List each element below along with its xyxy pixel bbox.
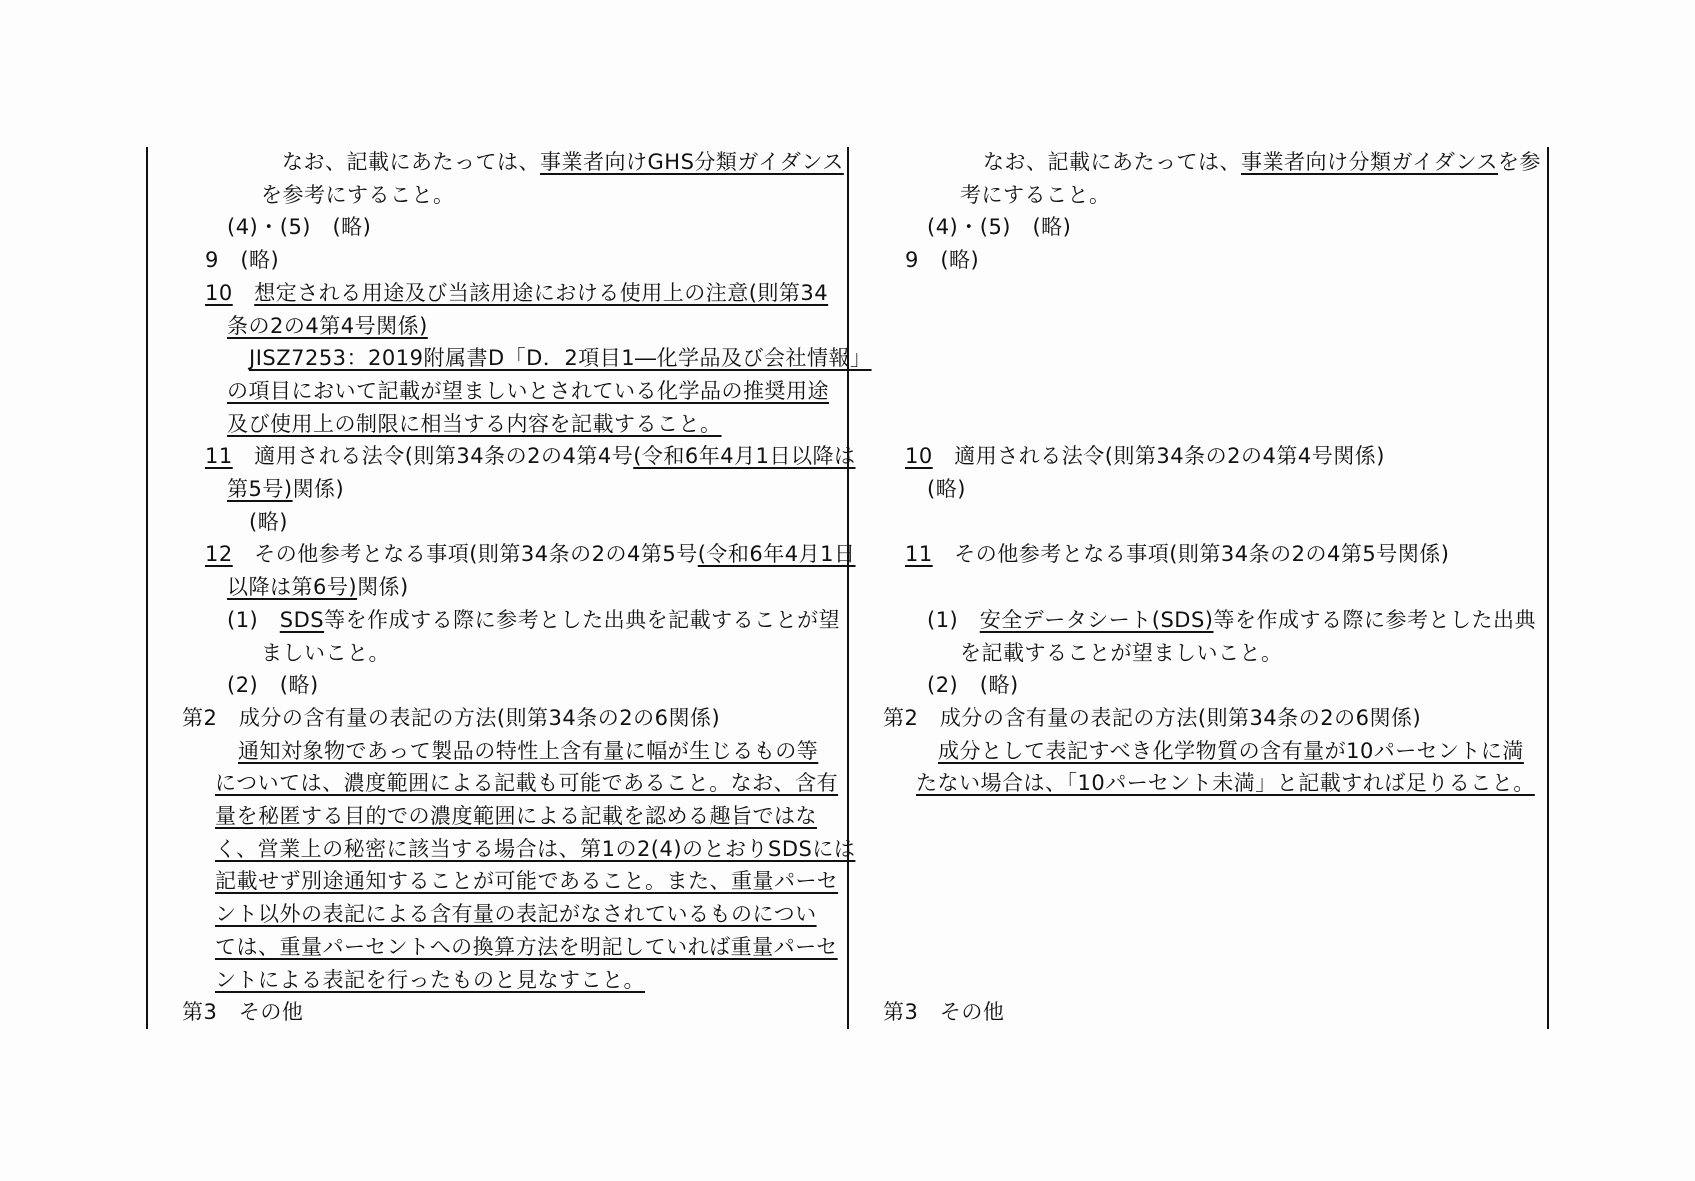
text-segment: (4)・(5) (略) [227, 215, 372, 240]
text-line [249, 345, 872, 371]
text-segment: なお、記載にあたっては、 [282, 150, 540, 174]
text-line [927, 214, 1071, 240]
text-segment: ましいこと。 [261, 640, 390, 665]
text-line [182, 999, 303, 1025]
underlined-revision: (令和6年4月1日以降は [633, 444, 856, 469]
text-segment: 適用される法令(則第34条の2の4第4号 [232, 444, 634, 469]
underlined-revision: 成分として表記すべき化学物質の含有量が10パーセントに満 [938, 738, 1524, 763]
text-segment: 第2 成分の含有量の表記の方法(則第34条の2の6関係) [883, 705, 1422, 730]
text-segment: 適用される法令(則第34条の2の4第4号関係) [932, 444, 1385, 469]
text-line [938, 738, 1524, 764]
text-segment: なお、記載にあたっては、 [983, 150, 1241, 174]
text-line [905, 541, 1449, 567]
text-segment: その他参考となる事項(則第34条の2の4第5号 [232, 542, 698, 567]
underlined-revision: 事業者向けGHS分類ガイダンス [540, 150, 844, 174]
text-line [215, 836, 855, 862]
underlined-revision: 11 [905, 542, 933, 567]
text-segment: 等を作成する際に参考とした出典を記載することが望 [324, 607, 841, 632]
current-column [848, 0, 1548, 1181]
text-segment: 考にすること。 [960, 182, 1111, 207]
underlined-revision: たない場合は、「10パーセント未満」と記載すれば足りること。 [916, 771, 1535, 796]
text-line [215, 770, 838, 796]
text-line [215, 901, 817, 927]
text-segment: (略) [249, 509, 288, 534]
text-line [227, 574, 409, 600]
underlined-revision: 想定される用途及び当該用途における使用上の注意(則第34 [254, 280, 829, 305]
text-segment: 第3 その他 [182, 1000, 304, 1025]
text-line [927, 607, 1536, 633]
underlined-revision: 量を秘匿する目的での濃度範囲による記載を認める趣旨ではな [215, 804, 817, 828]
underlined-revision: SDS [279, 607, 325, 632]
underlined-revision: 12 [205, 542, 233, 567]
text-line [238, 738, 818, 764]
underlined-revision: ントによる表記を行ったものと見なすこと。 [215, 967, 645, 992]
underlined-revision: 記載せず別途通知することが可能であること。また、重量パーセ [215, 869, 839, 894]
text-line [227, 313, 428, 339]
text-segment: を参 [1497, 150, 1541, 174]
text-segment: 関係) [357, 575, 409, 600]
text-line [182, 705, 720, 731]
text-segment [233, 281, 255, 305]
underlined-revision: 事業者向け分類ガイダンス [1241, 150, 1498, 174]
underlined-revision: 通知対象物であって製品の特性上含有量に幅が生じるもの等 [238, 738, 819, 763]
underlined-revision: 11 [205, 444, 233, 469]
underlined-revision: については、濃度範囲による記載も可能であること。なお、含有 [215, 771, 839, 796]
text-line [215, 934, 838, 960]
text-line [215, 868, 838, 894]
text-line [215, 967, 645, 993]
text-line [227, 607, 840, 633]
text-line [227, 672, 319, 698]
text-segment: 第3 その他 [883, 1000, 1005, 1025]
text-line [227, 378, 829, 404]
underlined-revision: の項目において記載が望ましいとされている化学品の推奨用途 [227, 378, 829, 403]
text-segment: 9 (略) [205, 248, 280, 273]
text-line [916, 770, 1535, 796]
text-segment: (1) [927, 607, 980, 632]
text-line [883, 999, 1004, 1025]
text-line [883, 705, 1421, 731]
revised-column [147, 0, 872, 1181]
text-segment: (略) [927, 477, 966, 501]
text-line [227, 411, 722, 437]
text-line [261, 182, 455, 208]
text-line [215, 803, 817, 829]
text-line [227, 214, 371, 240]
underlined-revision: (令和6年4月1日 [697, 542, 856, 567]
text-segment: を参考にすること。 [261, 182, 455, 207]
text-line [261, 640, 390, 666]
underlined-revision: ては、重量パーセントへの換算方法を明記していれば重量パーセ [215, 934, 838, 959]
underlined-revision: 以降は第6号) [227, 575, 358, 600]
text-line [927, 476, 966, 502]
underlined-revision: ント以外の表記による含有量の表記がなされているものについ [215, 902, 817, 927]
text-segment: 9 (略) [905, 248, 980, 273]
text-line [282, 149, 844, 175]
text-segment: その他参考となる事項(則第34条の2の4第5号関係) [932, 542, 1450, 567]
underlined-revision: 安全データシート(SDS) [979, 607, 1214, 632]
underlined-revision: 及び使用上の制限に相当する内容を記載すること。 [227, 411, 722, 436]
text-line [205, 541, 856, 567]
text-segment: 関係) [292, 477, 345, 501]
text-segment: (1) [227, 607, 280, 632]
text-line [205, 443, 856, 469]
text-line [227, 476, 344, 502]
underlined-revision: 条の2の4第4号関係) [227, 313, 428, 338]
text-segment: 第2 成分の含有量の表記の方法(則第34条の2の6関係) [182, 705, 721, 730]
text-segment: (2) (略) [927, 673, 1019, 698]
text-segment: (2) (略) [227, 673, 319, 698]
text-line [205, 280, 828, 306]
text-segment: (4)・(5) (略) [927, 215, 1072, 240]
text-line [960, 640, 1283, 666]
text-line [249, 509, 288, 535]
text-line [205, 247, 279, 273]
text-segment: を記載することが望ましいこと。 [960, 640, 1283, 665]
underlined-revision: 10 [205, 280, 233, 305]
text-line [905, 247, 979, 273]
underlined-revision: 10 [905, 444, 933, 469]
underlined-revision: JISZ7253：2019附属書D「D．2項目1―化学品及び会社情報」 [249, 346, 872, 371]
underlined-revision: 第5号) [227, 477, 293, 501]
text-line [905, 443, 1385, 469]
text-segment: 等を作成する際に参考とした出典 [1213, 607, 1536, 632]
text-line [927, 672, 1019, 698]
text-line [983, 149, 1541, 175]
underlined-revision: く、営業上の秘密に該当する場合は、第1の2(4)のとおりSDSには [215, 836, 856, 861]
text-line [960, 182, 1111, 208]
